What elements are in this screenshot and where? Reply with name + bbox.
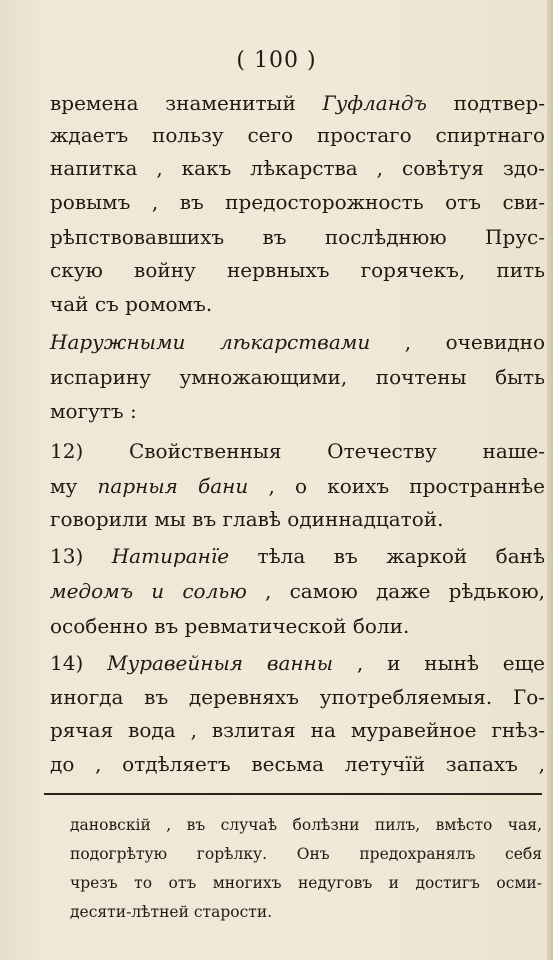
text-line-18: иногда въ деревняхъ употребляемыя. Го- xyxy=(50,685,545,709)
text-line-4: ровымъ , въ предосторожность отъ сви- xyxy=(50,190,545,214)
text-line-20: до , отдѣляетъ весьма летучїй запахъ , xyxy=(50,752,545,776)
text-line-10: могутъ : xyxy=(50,399,137,423)
text-span: подтвер- xyxy=(453,91,546,115)
footnote-line-4: десяти-лѣтней старости. xyxy=(70,903,273,921)
text-line-16: особенно въ ревматической боли. xyxy=(50,614,410,638)
page-edge xyxy=(547,0,553,960)
text-line-7: чай съ ромомъ. xyxy=(50,292,213,316)
text-span: му xyxy=(50,474,78,498)
footnote-line-2: подогрѣтую горѣлку. Онъ предохранялъ себя xyxy=(70,845,542,863)
text-line-13: говорили мы въ главѣ одиннадцатой. xyxy=(50,507,444,531)
text-line-9: испарину умножающими, почтены быть xyxy=(50,365,545,389)
italic-term: Натиранїе xyxy=(111,544,230,568)
italic-term: Наружными лѣкарствами xyxy=(50,330,371,354)
italic-term: парныя бани xyxy=(97,474,249,498)
text-line-17 xyxy=(50,648,545,678)
text-line-14 xyxy=(50,541,545,571)
page-number: ( 100 ) xyxy=(236,48,317,73)
text-line-12 xyxy=(50,471,545,501)
italic-name: Гуфландъ xyxy=(322,91,427,115)
text-line-1 xyxy=(50,88,545,118)
text-span: , самою даже рѣдькою, xyxy=(265,579,546,603)
text-line-19: рячая вода , взлитая на муравейное гнѣз- xyxy=(50,718,545,742)
text-span: 14) xyxy=(50,651,84,675)
footnote-line-1: дановскій , въ случаѣ болѣзни пилъ, вмѣсто чая, xyxy=(70,816,542,834)
text-span: , и нынѣ еще xyxy=(356,651,545,675)
text-span: времена знаменитый xyxy=(50,91,296,115)
text-span: тѣла въ жаркой банѣ xyxy=(257,544,546,568)
text-line-15 xyxy=(50,576,545,606)
italic-term: медомъ и солью xyxy=(50,579,247,603)
text-span: 12) Свойственныя Отечеству наше- xyxy=(50,439,545,463)
text-line-3: напитка , какъ лѣкарства , совѣтуя здо- xyxy=(50,156,545,180)
text-line-8 xyxy=(50,327,545,357)
italic-term: Муравейныя ванны xyxy=(107,651,334,675)
text-line-2: ждаетъ пользу сего простаго спиртнаго xyxy=(50,123,545,147)
footnote-rule xyxy=(44,793,542,795)
text-span: 13) xyxy=(50,544,84,568)
text-span: , очевидно xyxy=(404,330,545,354)
text-span: , о коихъ пространнѣе xyxy=(268,474,546,498)
footnote-line-3: чрезъ то отъ многихъ недуговъ и достигъ осми- xyxy=(70,874,542,892)
text-line-6: скую войну нервныхъ горячекъ, пить xyxy=(50,258,545,282)
text-line-5: рѣпствовавшихъ въ послѣднюю Прус- xyxy=(50,225,545,249)
text-line-11 xyxy=(50,436,545,466)
